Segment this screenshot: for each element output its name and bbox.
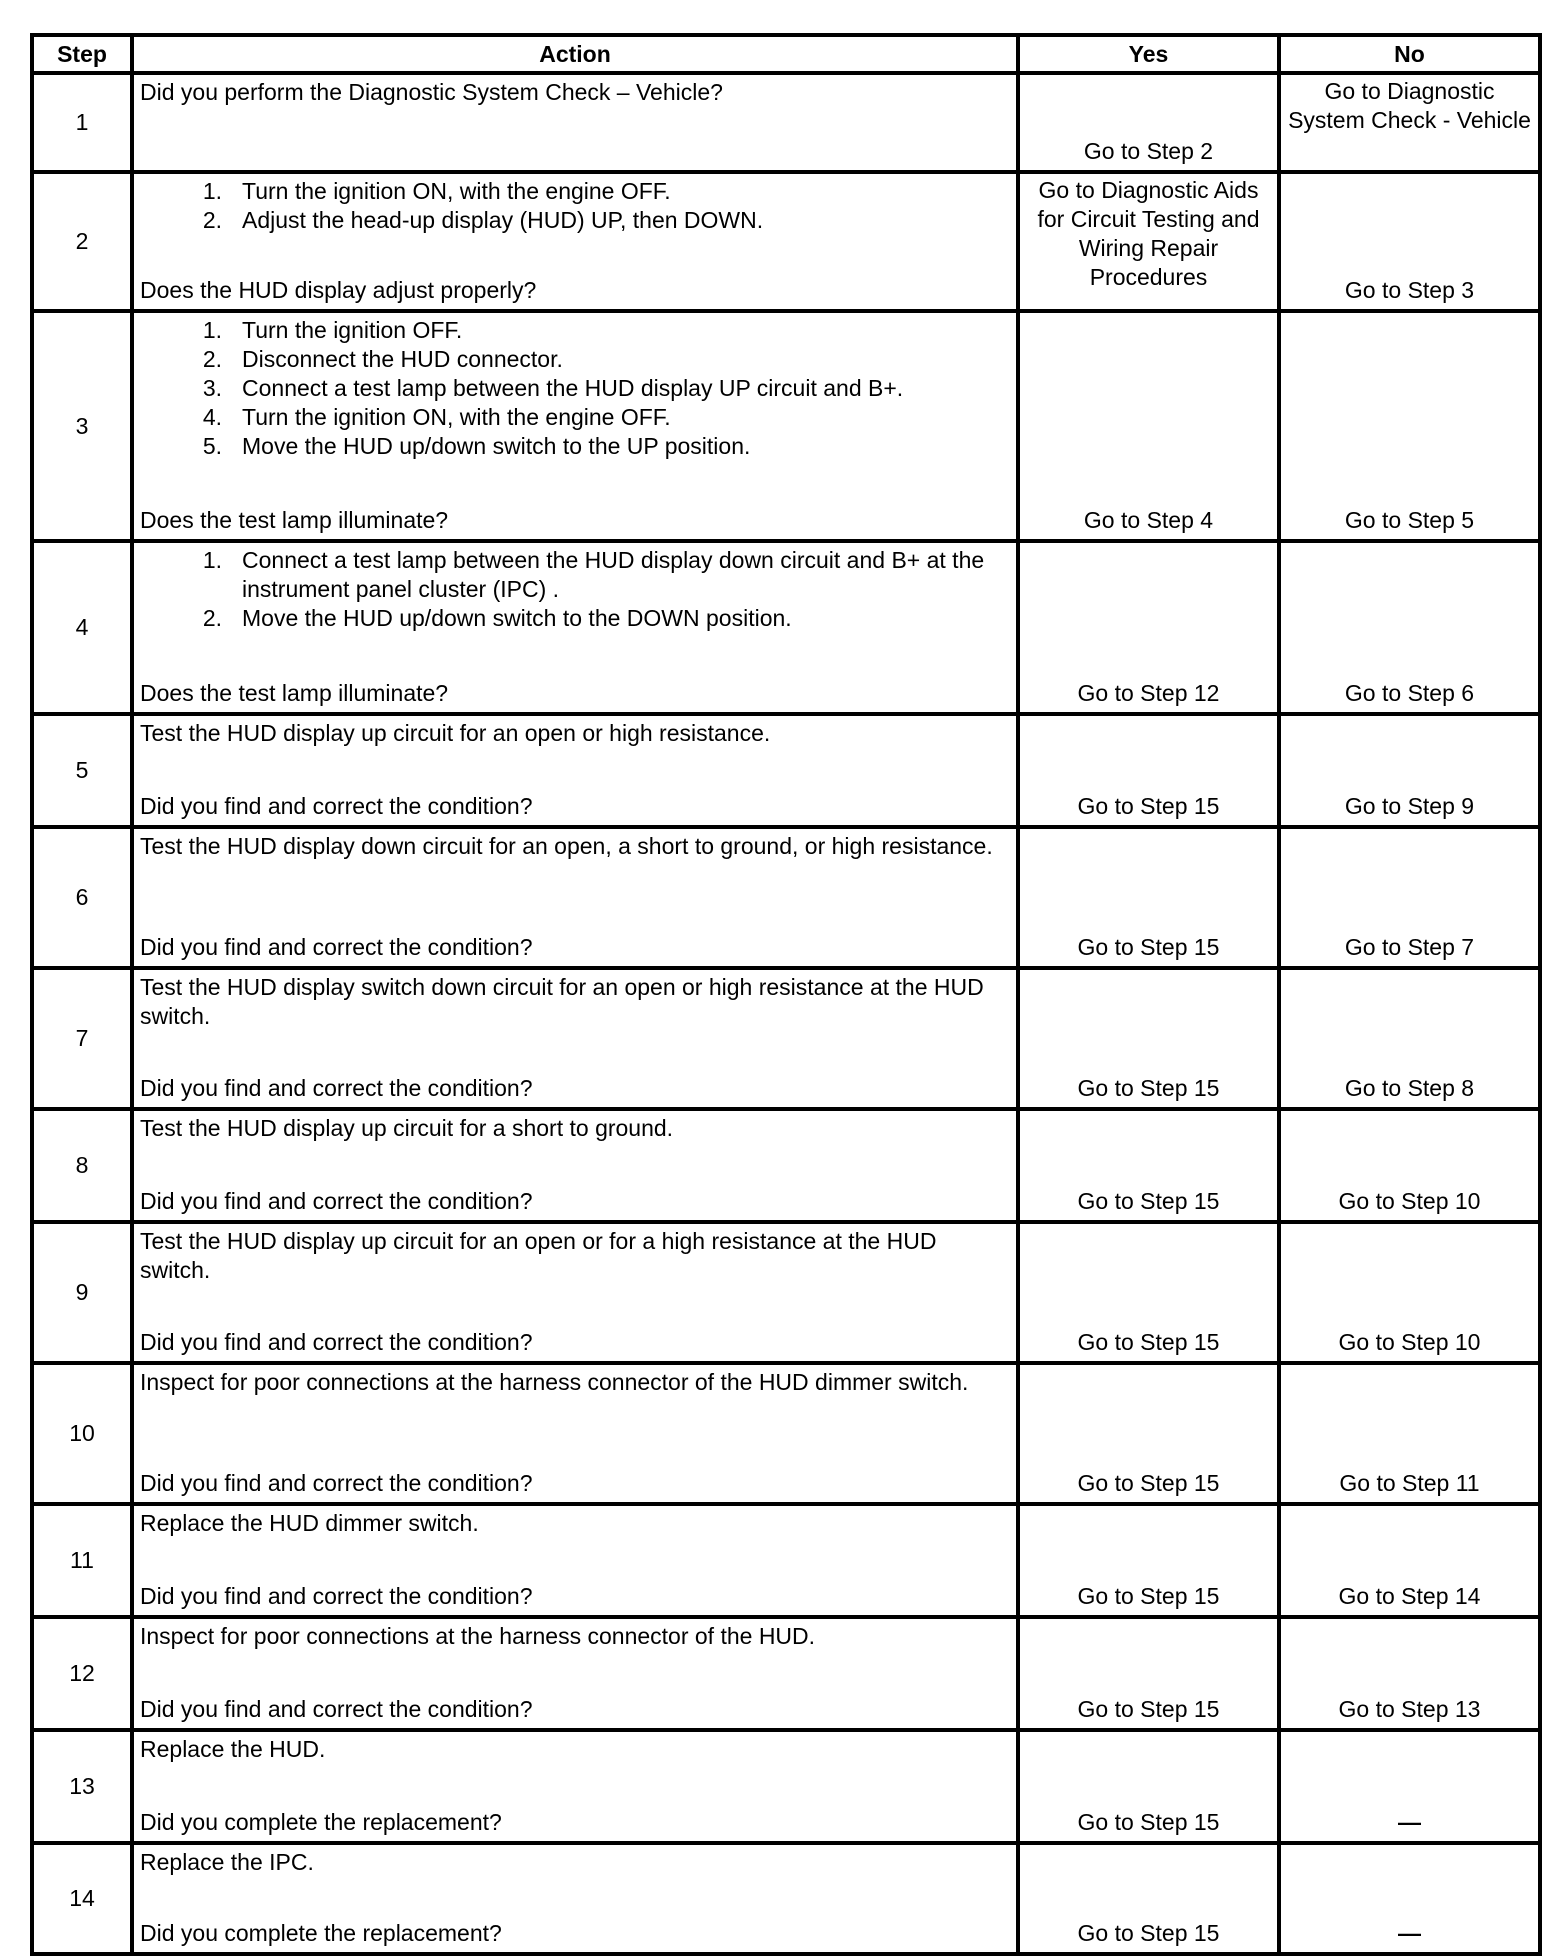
list-item-number: 2. [202, 605, 222, 631]
list-item-number: 4. [202, 404, 222, 430]
step-number: 4 [32, 541, 132, 714]
action-question: Did you find and correct the condition? [140, 1470, 533, 1496]
yes-cell: Go to Step 12 [1018, 541, 1279, 714]
no-cell: Go to Step 10 [1279, 1222, 1540, 1363]
list-item-number: 5. [202, 433, 222, 459]
step-number: 8 [32, 1109, 132, 1222]
action-cell [132, 311, 1018, 541]
list-item [140, 546, 1012, 604]
step-number: 11 [32, 1504, 132, 1617]
list-item-text: Move the HUD up/down switch to the DOWN position. [242, 605, 792, 631]
table-row [32, 1222, 1540, 1363]
no-cell: Go to Step 5 [1279, 311, 1540, 541]
no-cell: Go to Step 11 [1279, 1363, 1540, 1504]
action-question: Did you find and correct the condition? [140, 1075, 533, 1101]
no-cell: Go to Step 3 [1279, 172, 1540, 311]
step-number: 1 [32, 73, 132, 172]
list-item-text: Move the HUD up/down switch to the UP position. [242, 433, 751, 459]
no-cell: Go to Step 7 [1279, 827, 1540, 968]
list-item [140, 345, 1012, 374]
action-cell [132, 714, 1018, 827]
action-question: Did you find and correct the condition? [140, 1583, 533, 1609]
action-question: Did you find and correct the condition? [140, 934, 533, 960]
table-row [32, 1843, 1540, 1954]
action-text: Replace the IPC. [140, 1849, 314, 1875]
action-cell [132, 968, 1018, 1109]
yes-cell: Go to Step 15 [1018, 1730, 1279, 1843]
yes-cell: Go to Step 15 [1018, 714, 1279, 827]
yes-cell: Go to Step 15 [1018, 1109, 1279, 1222]
action-cell [132, 1504, 1018, 1617]
list-item-text: Turn the ignition OFF. [242, 317, 463, 343]
table-row [32, 1617, 1540, 1730]
list-item [140, 206, 1012, 235]
table-row [32, 714, 1540, 827]
yes-cell: Go to Step 15 [1018, 1504, 1279, 1617]
list-item-number: 3. [202, 375, 222, 401]
action-cell [132, 73, 1018, 172]
action-question: Did you find and correct the condition? [140, 793, 533, 819]
action-text: Replace the HUD dimmer switch. [140, 1510, 479, 1536]
action-text: Inspect for poor connections at the harness connector of the HUD. [140, 1623, 816, 1649]
yes-cell: Go to Step 2 [1018, 73, 1279, 172]
list-item-text: Turn the ignition ON, with the engine OFF. [242, 404, 671, 430]
action-question: Did you find and correct the condition? [140, 1188, 533, 1214]
action-cell [132, 1109, 1018, 1222]
no-cell: — [1279, 1843, 1540, 1954]
action-text: Test the HUD display up circuit for an open or for a high resistance at the HUD switch. [140, 1228, 937, 1283]
list-item-text: Turn the ignition ON, with the engine OFF. [242, 178, 671, 204]
action-question: Did you complete the replacement? [140, 1920, 502, 1946]
action-step-list [140, 546, 1012, 633]
no-cell: — [1279, 1730, 1540, 1843]
action-cell [132, 1617, 1018, 1730]
action-step-list [140, 177, 1012, 235]
table-row [32, 1504, 1540, 1617]
yes-cell: Go to Step 15 [1018, 1363, 1279, 1504]
step-number: 5 [32, 714, 132, 827]
action-question: Did you find and correct the condition? [140, 1696, 533, 1722]
table-body [32, 73, 1540, 1954]
step-number: 9 [32, 1222, 132, 1363]
list-item [140, 316, 1012, 345]
no-cell: Go to Step 10 [1279, 1109, 1540, 1222]
action-text: Test the HUD display switch down circuit for an open or high resistance at the HUD switch. [140, 974, 984, 1029]
table-row [32, 827, 1540, 968]
table-row [32, 172, 1540, 311]
list-item-text: Connect a test lamp between the HUD display UP circuit and B+. [242, 375, 904, 401]
table-row [32, 1363, 1540, 1504]
step-number: 7 [32, 968, 132, 1109]
list-item-text: Disconnect the HUD connector. [242, 346, 563, 372]
table-row [32, 1109, 1540, 1222]
list-item [140, 374, 1012, 403]
no-cell: Go to Diagnostic System Check - Vehicle [1279, 73, 1540, 172]
list-item [140, 432, 1012, 461]
action-text: Test the HUD display down circuit for an open, a short to ground, or high resistance. [140, 833, 993, 859]
no-cell: Go to Step 13 [1279, 1617, 1540, 1730]
yes-cell: Go to Step 15 [1018, 827, 1279, 968]
list-item [140, 604, 1012, 633]
table-row [32, 541, 1540, 714]
yes-cell: Go to Step 15 [1018, 1617, 1279, 1730]
list-item [140, 177, 1012, 206]
table-row [32, 968, 1540, 1109]
action-question: Did you find and correct the condition? [140, 1329, 533, 1355]
step-number: 13 [32, 1730, 132, 1843]
action-text: Replace the HUD. [140, 1736, 326, 1762]
action-question: Does the test lamp illuminate? [140, 507, 449, 533]
yes-cell: Go to Step 15 [1018, 968, 1279, 1109]
action-cell [132, 1730, 1018, 1843]
header-step: Step [32, 35, 132, 73]
list-item-number: 1. [202, 317, 222, 343]
diagnostic-table [30, 33, 1542, 1956]
header-yes: Yes [1018, 35, 1279, 73]
step-number: 10 [32, 1363, 132, 1504]
header-no: No [1279, 35, 1540, 73]
list-item-number: 2. [202, 207, 222, 233]
action-text: Test the HUD display up circuit for a short to ground. [140, 1115, 674, 1141]
action-cell [132, 1363, 1018, 1504]
step-number: 12 [32, 1617, 132, 1730]
yes-cell: Go to Step 15 [1018, 1843, 1279, 1954]
list-item [140, 403, 1012, 432]
step-number: 3 [32, 311, 132, 541]
action-text: Did you perform the Diagnostic System Check – Vehicle? [140, 79, 723, 105]
no-cell: Go to Step 9 [1279, 714, 1540, 827]
list-item-number: 2. [202, 346, 222, 372]
action-cell [132, 1222, 1018, 1363]
table-row [32, 1730, 1540, 1843]
table-row [32, 311, 1540, 541]
list-item-text: Adjust the head-up display (HUD) UP, then DOWN. [242, 207, 764, 233]
header-action: Action [132, 35, 1018, 73]
no-cell: Go to Step 6 [1279, 541, 1540, 714]
step-number: 6 [32, 827, 132, 968]
action-cell [132, 1843, 1018, 1954]
action-question: Does the test lamp illuminate? [140, 680, 449, 706]
action-text: Test the HUD display up circuit for an open or high resistance. [140, 720, 771, 746]
step-number: 2 [32, 172, 132, 311]
step-number: 14 [32, 1843, 132, 1954]
list-item-number: 1. [202, 178, 222, 204]
action-cell [132, 827, 1018, 968]
table-header-row [32, 35, 1540, 73]
table-row [32, 73, 1540, 172]
action-text: Inspect for poor connections at the harness connector of the HUD dimmer switch. [140, 1369, 969, 1395]
action-question: Does the HUD display adjust properly? [140, 277, 537, 303]
yes-cell: Go to Step 15 [1018, 1222, 1279, 1363]
list-item-text: Connect a test lamp between the HUD display down circuit and B+ at the instrument panel cluster (IPC) . [242, 547, 985, 602]
no-cell: Go to Step 8 [1279, 968, 1540, 1109]
list-item-number: 1. [202, 547, 222, 573]
yes-cell: Go to Step 4 [1018, 311, 1279, 541]
action-cell [132, 172, 1018, 311]
no-cell: Go to Step 14 [1279, 1504, 1540, 1617]
action-step-list [140, 316, 1012, 461]
action-question: Did you complete the replacement? [140, 1809, 502, 1835]
action-cell [132, 541, 1018, 714]
yes-cell: Go to Diagnostic Aids for Circuit Testing and Wiring Repair Procedures [1018, 172, 1279, 311]
